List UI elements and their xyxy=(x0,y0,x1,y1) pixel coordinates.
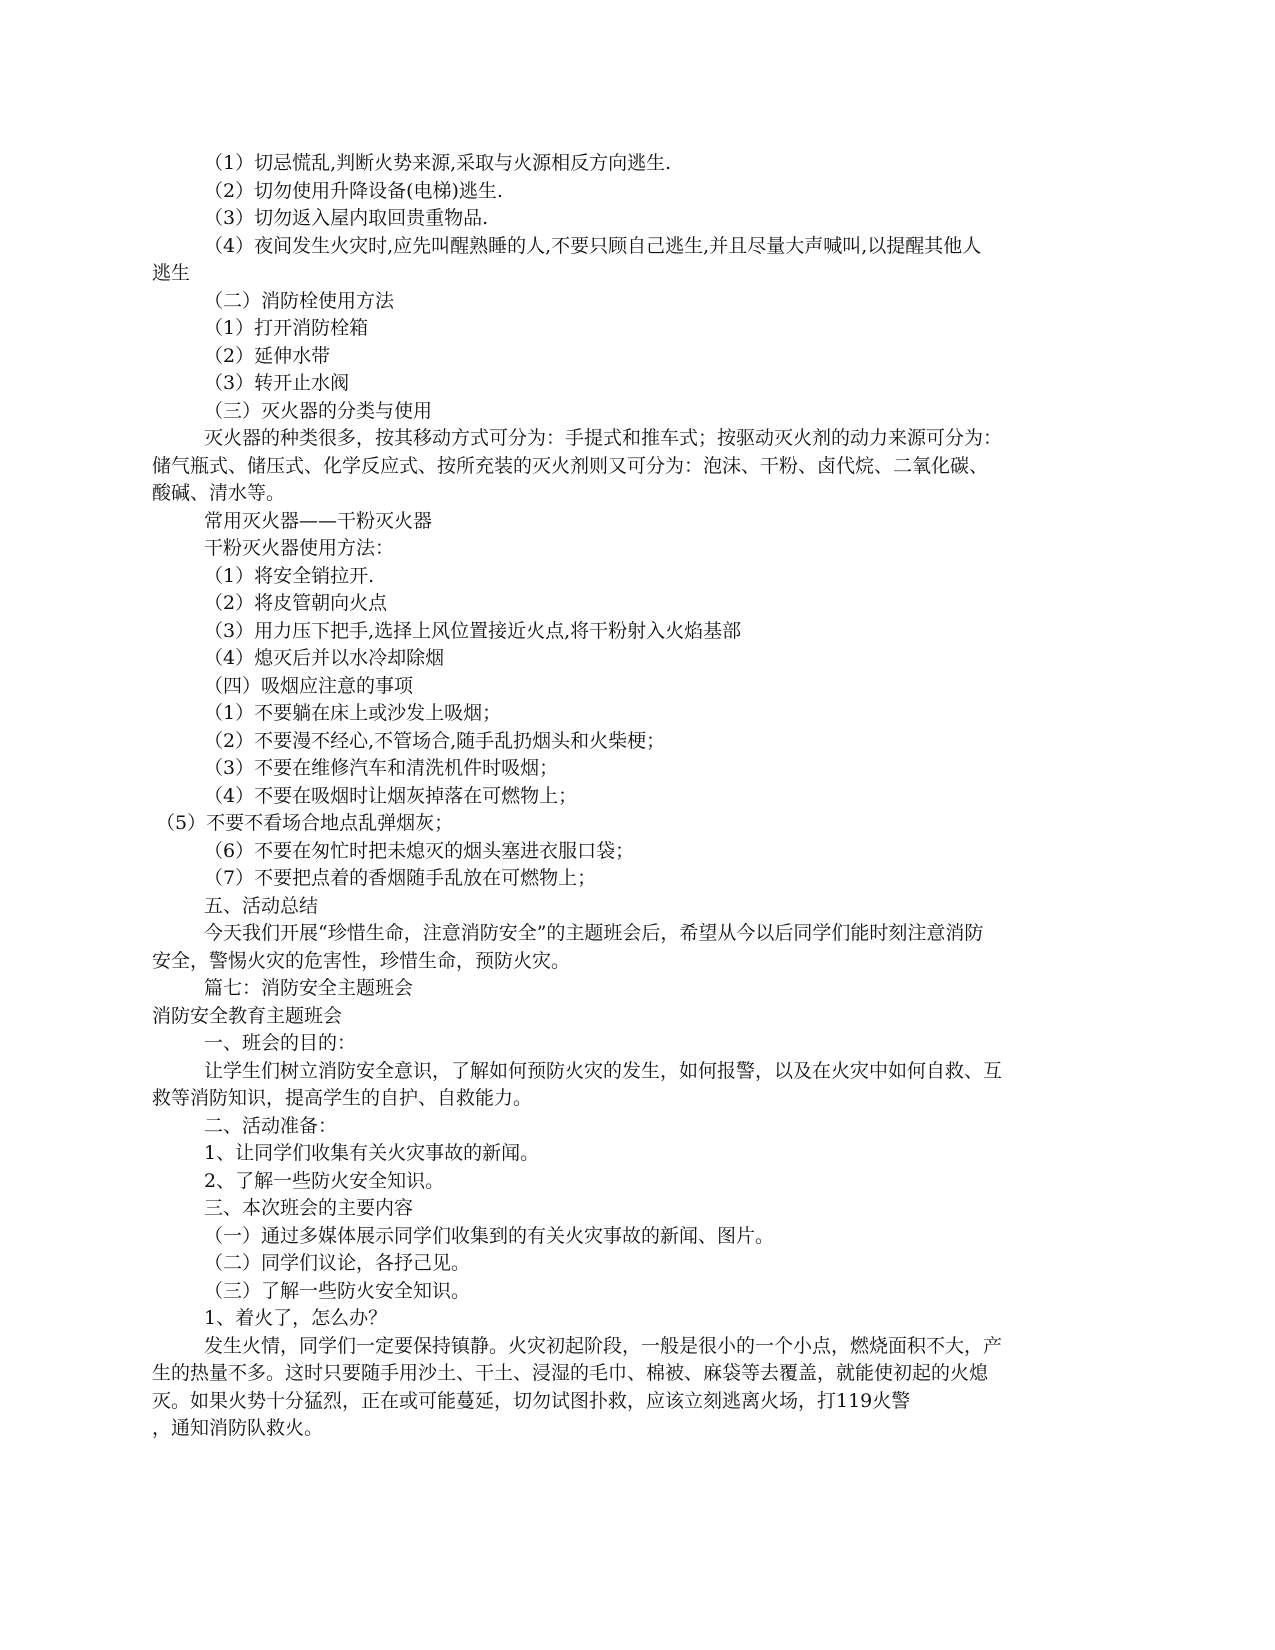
text-line: （2）不要漫不经心,不管场合,随手乱扔烟头和火柴梗； xyxy=(204,729,666,752)
text-line: 消防安全教育主题班会 xyxy=(152,1004,343,1027)
text-line: 常用灭火器——干粉灭火器 xyxy=(204,509,433,532)
text-line: 生的热量不多。这时只要随手用沙土、干土、浸湿的毛巾、棉被、麻袋等去覆盖，就能使初起的火熄 xyxy=(152,1362,989,1384)
text-line: （2）延伸水带 xyxy=(204,344,331,367)
text-line: 储气瓶式、储压式、化学反应式、按所充装的灭火剂则又可分为：泡沫、干粉、卤代烷、二氧化碳、 xyxy=(152,454,989,477)
text-line: （2）将皮管朝向火点 xyxy=(204,592,388,614)
text-line: （5）不要不看场合地点乱弹烟灰； xyxy=(156,812,454,834)
text-line: （三）了解一些防火安全知识。 xyxy=(204,1279,471,1302)
text-line: （3）转开止水阀 xyxy=(204,372,350,394)
text-line: （一）通过多媒体展示同学们收集到的有关火灾事故的新闻、图片。 xyxy=(204,1224,775,1247)
text-line: （3）用力压下把手,选择上风位置接近火点,将干粉射入火焰基部 xyxy=(204,619,742,642)
text-line: 一、班会的目的： xyxy=(204,1032,357,1054)
text-line: 逃生 xyxy=(152,262,191,284)
text-line: 篇七：消防安全主题班会 xyxy=(204,977,414,999)
text-line: 发生火情，同学们一定要保持镇静。火灾初起阶段，一般是很小的一个小点，燃烧面积不大，产 xyxy=(204,1334,1003,1357)
text-line: 2、了解一些防火安全知识。 xyxy=(204,1169,445,1192)
text-line: （三）灭火器的分类与使用 xyxy=(204,399,433,422)
text-line: （7）不要把点着的香烟随手乱放在可燃物上； xyxy=(204,867,597,889)
text-line: （6）不要在匆忙时把未熄灭的烟头塞进衣服口袋； xyxy=(204,839,635,862)
text-line: （3）切勿返入屋内取回贵重物品. xyxy=(204,207,489,229)
text-line: （1）将安全销拉开. xyxy=(204,564,375,587)
text-line: （二）消防栓使用方法 xyxy=(204,289,395,312)
text-line: 二、活动准备： xyxy=(204,1114,338,1137)
document-body xyxy=(152,150,1120,1443)
text-line: 安全，警惕火灾的危害性，珍惜生命，预防火灾。 xyxy=(152,949,571,972)
text-line: 1、着火了，怎么办？ xyxy=(204,1307,388,1329)
text-line: 让学生们树立消防安全意识，了解如何预防火灾的发生，如何报警，以及在火灾中如何自救、互 xyxy=(204,1059,1003,1082)
text-line: 干粉灭火器使用方法： xyxy=(204,537,395,559)
text-line: 救等消防知识，提高学生的自护、自救能力。 xyxy=(152,1087,533,1109)
text-line: （4）夜间发生火灾时,应先叫醒熟睡的人,不要只顾自己逃生,并且尽量大声喊叫,以提醒其他人 xyxy=(204,234,982,257)
text-line: （四）吸烟应注意的事项 xyxy=(204,674,414,697)
text-line: 五、活动总结 xyxy=(204,894,319,917)
text-line: 灭。如果火势十分猛烈，正在或可能蔓延，切勿试图扑救，应该立刻逃离火场，打119火警 xyxy=(152,1389,911,1412)
text-line: 今天我们开展“珍惜生命，注意消防安全”的主题班会后，希望从今以后同学们能时刻注意消防 xyxy=(204,922,984,944)
text-line: （1）打开消防栓箱 xyxy=(204,317,369,339)
text-line: （二）同学们议论，各抒己见。 xyxy=(204,1252,471,1274)
text-line: （2）切勿使用升降设备(电梯)逃生. xyxy=(204,179,503,202)
text-line: （3）不要在维修汽车和清洗机件时吸烟； xyxy=(204,757,559,779)
text-line: ，通知消防队救火。 xyxy=(152,1417,324,1439)
text-line: 1、让同学们收集有关火灾事故的新闻。 xyxy=(204,1142,540,1164)
text-line: 灭火器的种类很多，按其移动方式可分为：手提式和推车式；按驱动灭火剂的动力来源可分为： xyxy=(204,427,1003,449)
text-line: （1）切忌慌乱,判断火势来源,采取与火源相反方向逃生. xyxy=(204,152,672,174)
text-line: （4）不要在吸烟时让烟灰掉落在可燃物上； xyxy=(204,784,578,807)
text-line: （4）熄灭后并以水冷却除烟 xyxy=(204,647,445,669)
text-line: 酸碱、清水等。 xyxy=(152,482,286,504)
text-line: 三、本次班会的主要内容 xyxy=(204,1197,414,1219)
text-line: （1）不要躺在床上或沙发上吸烟； xyxy=(204,702,502,724)
